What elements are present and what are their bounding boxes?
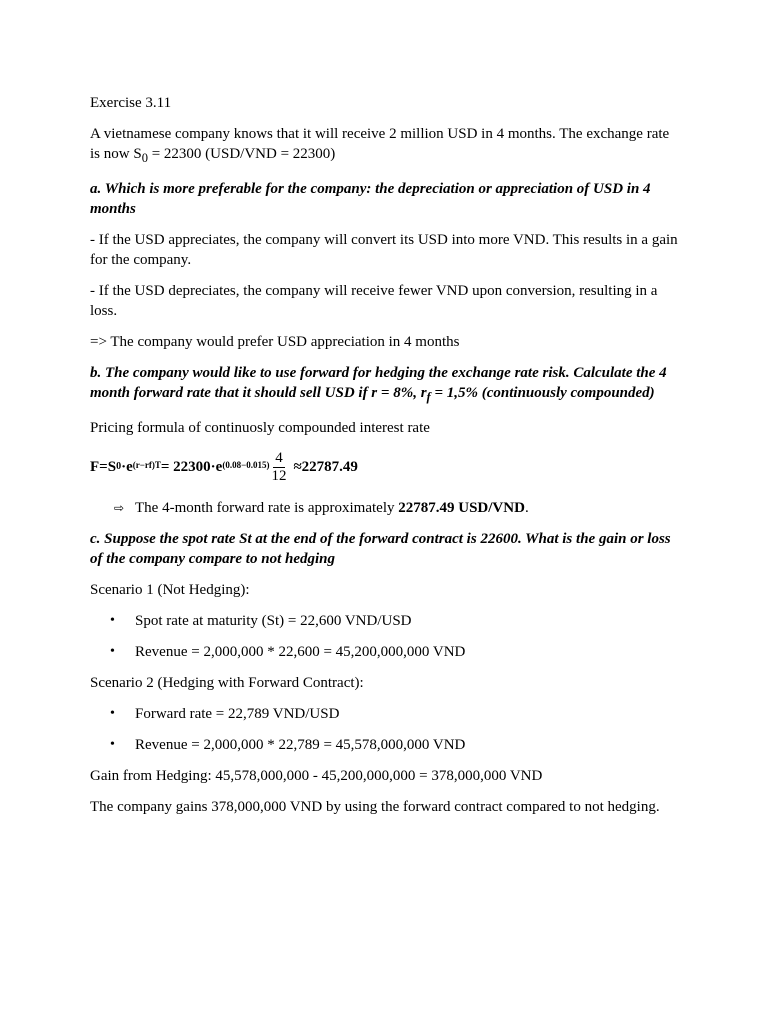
bullet-icon: • xyxy=(110,613,115,628)
pricing-formula-label: Pricing formula of continuosly compounded interest rate xyxy=(90,420,430,436)
bullet-icon: • xyxy=(110,644,115,659)
gain-from-hedging: Gain from Hedging: 45,578,000,000 - 45,200,000,000 = 378,000,000 VND xyxy=(90,768,543,784)
exercise-title: Exercise 3.11 xyxy=(90,95,172,111)
question-b xyxy=(90,363,680,407)
intro-paragraph xyxy=(90,124,680,168)
arrow-icon: ⇨ xyxy=(114,501,125,515)
question-a: a. Which is more preferable for the company: the depreciation or appreciation of USD in 4 months xyxy=(90,181,651,217)
question-b-text-end: = 1,5% (continuously compounded) xyxy=(430,385,655,401)
list-item-text: Forward rate = 22,789 VND/USD xyxy=(135,706,340,722)
forward-rate-note-text xyxy=(135,498,529,518)
bullet-icon: • xyxy=(110,737,115,752)
fraction-denominator: 12 xyxy=(271,467,287,484)
formula-f: F=S xyxy=(90,459,117,475)
list-item-text: Spot rate at maturity (St) = 22,600 VND/USD xyxy=(135,613,412,629)
answer-a-conclusion: => The company would prefer USD appreciation in 4 months xyxy=(90,334,460,350)
intro-subscript: 0 xyxy=(141,151,148,165)
list-item-text: Revenue = 2,000,000 * 22,600 = 45,200,000,000 VND xyxy=(135,644,466,660)
formula-e: ·e xyxy=(121,459,133,475)
list-item xyxy=(90,642,680,662)
fraction-numerator: 4 xyxy=(275,449,283,466)
list-item xyxy=(90,611,680,631)
scenario-2-list xyxy=(90,704,680,755)
list-item xyxy=(90,704,680,724)
scenario-2-title: Scenario 2 (Hedging with Forward Contract): xyxy=(90,675,364,691)
scenario-1-title: Scenario 1 (Not Hedging): xyxy=(90,582,250,598)
formula-s-subscript: 0 xyxy=(116,461,122,472)
list-item-text: Revenue = 2,000,000 * 22,789 = 45,578,000,000 VND xyxy=(135,737,466,753)
formula-fraction xyxy=(269,450,288,485)
formula-substitution: = 22300·e xyxy=(160,459,223,475)
forward-rate-formula: F=S 0 ·e $^{(r-rf)T}$ = 22300·e $^{(0.08-0.015)}$ $\frac{4}{12}$ ≈22787.49 xyxy=(90,449,358,484)
note-bold-value: 22787.49 USD/VND xyxy=(398,500,525,516)
question-b-text: b. The company would like to use forward for hedging the exchange rate risk. Calculate the 4 month forward rate that it should sell USD if r = 8%, r xyxy=(90,365,667,401)
question-c: c. Suppose the spot rate St at the end of the forward contract is 22600. What is the gain or loss of the company compare to not hedging xyxy=(90,531,671,567)
list-item xyxy=(90,735,680,755)
answer-a-appreciation: - If the USD appreciates, the company will convert its USD into more VND. This results in a gain for the company. xyxy=(90,232,678,268)
formula-result: ≈22787.49 xyxy=(293,459,358,475)
forward-rate-note xyxy=(114,498,680,518)
scenario-1-list xyxy=(90,611,680,662)
answer-a-depreciation: - If the USD depreciates, the company will receive fewer VND upon conversion, resulting in a loss. xyxy=(90,283,658,319)
question-b-subscript: f xyxy=(426,390,431,404)
note-text: The 4-month forward rate is approximately xyxy=(135,500,399,516)
conclusion: The company gains 378,000,000 VND by using the forward contract compared to not hedging. xyxy=(90,799,660,815)
note-text-end: . xyxy=(524,500,529,516)
intro-text: A vietnamese company knows that it will receive 2 million USD in 4 months. The exchange rate is now S xyxy=(90,126,670,162)
intro-text-end: = 22300 (USD/VND = 22300) xyxy=(147,146,336,162)
document-body xyxy=(90,93,680,828)
bullet-icon: • xyxy=(110,706,115,721)
